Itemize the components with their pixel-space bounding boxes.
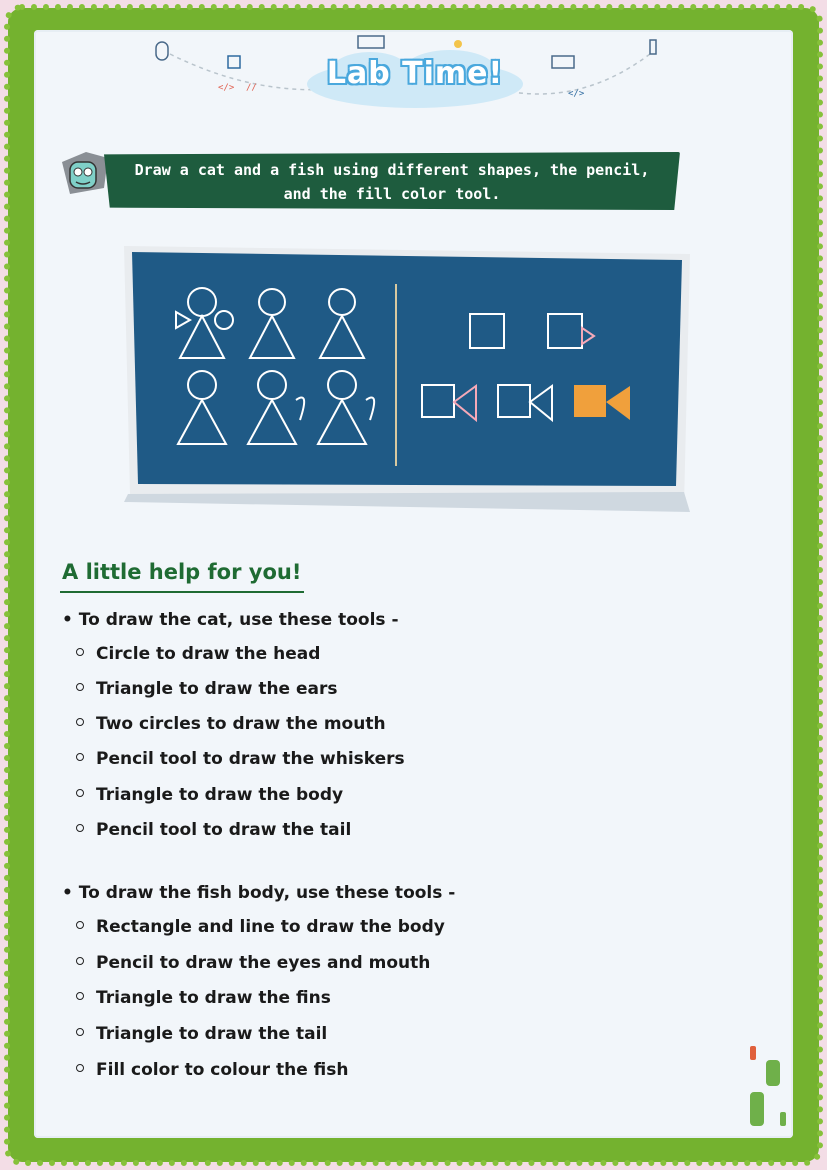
fish-step-5 (76, 1060, 348, 1080)
bullet-ring-icon (76, 683, 84, 691)
bullet-ring-icon (76, 1064, 84, 1072)
cat-step-6-text: Pencil tool to draw the tail (96, 820, 352, 840)
cat-step-3 (76, 714, 386, 734)
fish-step-1-text: Rectangle and line to draw the body (96, 917, 445, 937)
bullet-ring-icon (76, 992, 84, 1000)
cat-step-1 (76, 644, 320, 664)
fish-step-3 (76, 988, 331, 1008)
task-instruction-line-1: Draw a cat and a fish using different shapes, the pencil, (134, 161, 650, 179)
page-title: Lab Time! (326, 56, 504, 91)
cat-step-4-text: Pencil tool to draw the whiskers (96, 749, 405, 769)
bullet-ring-icon (76, 648, 84, 656)
bullet-ring-icon (76, 753, 84, 761)
task-instruction (112, 158, 672, 206)
cat-step-6 (76, 820, 351, 840)
laptop-icon (552, 56, 574, 68)
cat-step-5 (76, 785, 343, 805)
cat-step-4 (76, 749, 405, 769)
cat-step-2 (76, 679, 338, 699)
cat-step-3-text: Two circles to draw the mouth (96, 714, 386, 734)
mouse-icon (156, 42, 168, 60)
svg-text://: // (246, 83, 257, 93)
fish-step-2 (76, 953, 430, 973)
cat-step-1-text: Circle to draw the head (96, 644, 321, 664)
fish-step-4 (76, 1024, 327, 1044)
fish-step-1 (76, 917, 445, 937)
bullet-ring-icon (76, 718, 84, 726)
help-heading-underline (60, 591, 304, 593)
chalkboard-illustration (124, 240, 692, 516)
cat-step-5-text: Triangle to draw the body (96, 785, 344, 805)
cat-intro: • To draw the cat, use these tools - (62, 610, 399, 630)
svg-text:</>: </> (568, 89, 585, 99)
help-heading: A little help for you! (62, 560, 302, 584)
bullet-ring-icon (76, 957, 84, 965)
fish-step-4-text: Triangle to draw the tail (96, 1024, 328, 1044)
bullet-ring-icon (76, 1028, 84, 1036)
bullet-ring-icon (76, 921, 84, 929)
fish-intro: • To draw the fish body, use these tools - (62, 883, 456, 903)
cat-step-2-text: Triangle to draw the ears (96, 679, 338, 699)
bullet-ring-icon (76, 789, 84, 797)
chip-icon (228, 56, 240, 68)
keyboard-icon (358, 36, 384, 48)
fish-step-2-text: Pencil to draw the eyes and mouth (96, 953, 431, 973)
paint-strokes-decoration (746, 1042, 792, 1132)
bullet-ring-icon (76, 824, 84, 832)
pen-icon (650, 40, 656, 54)
svg-text:</>: </> (218, 83, 235, 93)
bulb-icon (454, 40, 462, 48)
task-instruction-line-2: and the fill color tool. (283, 185, 501, 203)
fish-step-3-text: Triangle to draw the fins (96, 988, 331, 1008)
fish-step-5-text: Fill color to colour the fish (96, 1060, 349, 1080)
